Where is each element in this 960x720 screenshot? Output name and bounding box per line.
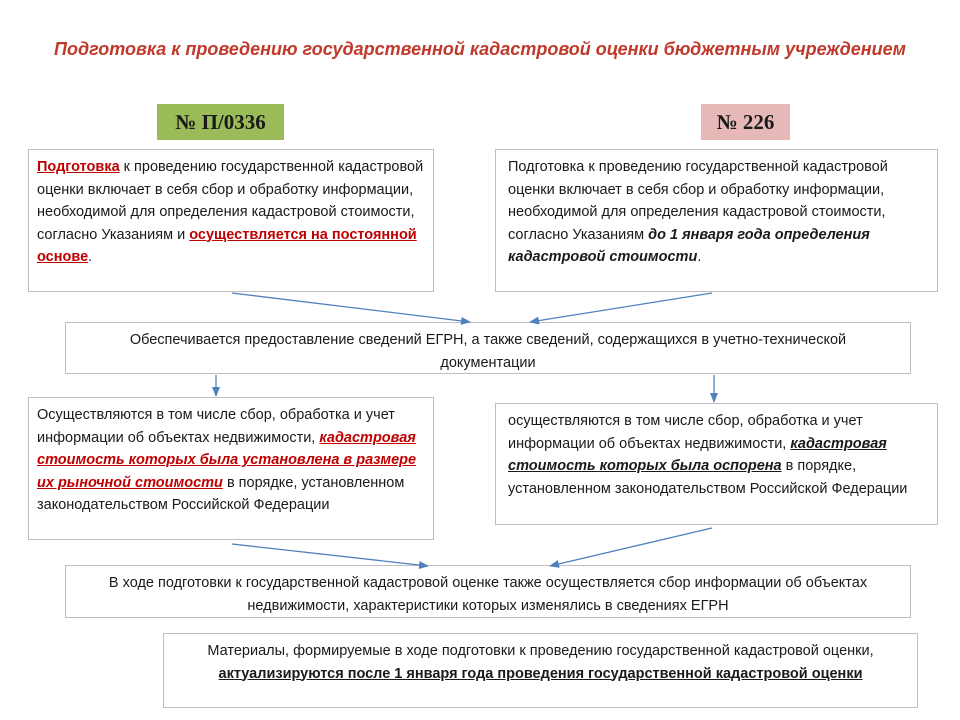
right-box2-text: осуществляются в том числе сбор, обработка и учет информации об объектах недвижимости, — [508, 413, 863, 452]
right-preparation-box — [495, 149, 938, 292]
materials-text: Материалы, формируемые в ходе подготовки к проведению государственной кадастровой оценки, — [207, 643, 874, 659]
page-title: Подготовка к проведению государственной кадастровой оценки бюджетным учреждением — [54, 39, 906, 59]
egrn-info-box — [65, 322, 911, 374]
right-box1-end: . — [697, 249, 702, 265]
right-box2-end: в порядке, установленном законодательством Российской Федерации — [508, 458, 908, 497]
left-box2-end: в порядке, установленном законодательством Российской Федерации — [37, 474, 405, 513]
disputed-value-highlight: кадастровая стоимость которых была оспорена — [508, 435, 887, 474]
left-preparation-box — [28, 149, 434, 292]
right-collection-box — [495, 403, 938, 525]
left-box1-end: . — [88, 249, 93, 265]
document-tag-p0336: № П/0336 — [157, 104, 284, 140]
market-value-highlight: кадастровая стоимость которых была установлена в размере их рыночной стоимости — [37, 429, 417, 491]
preparation-highlight: Подготовка — [37, 159, 120, 175]
arrow-left-to-egrn — [232, 293, 470, 322]
arrow-right-to-egrn — [530, 293, 712, 322]
egrn-changes-text: В ходе подготовки к государственной кадастровой оценке также осуществляется сбор информации об объектах недвижимости, характеристики которых изменялись в сведениях ЕГРН — [108, 575, 868, 614]
materials-box — [163, 633, 918, 708]
left-collection-box — [28, 397, 434, 540]
right-box1-text: Подготовка к проведению государственной кадастровой оценки включает в себя сбор и обработку информации, необходимой для определения кадастровой стоимости, согласно Указаниям — [508, 159, 888, 243]
arrow-right-to-changes — [550, 528, 712, 566]
egrn-info-text: Обеспечивается предоставление сведений ЕГРН, а также сведений, содержащихся в учетно-технической документации — [129, 332, 847, 371]
update-highlight: актуализируются после 1 января года проведения государственной кадастровой оценки — [218, 665, 863, 682]
arrow-left-to-changes — [232, 544, 428, 566]
document-tag-226: № 226 — [701, 104, 790, 140]
egrn-changes-box — [65, 565, 911, 618]
deadline-highlight: до 1 января года определения кадастровой стоимости — [508, 226, 870, 265]
permanent-basis-highlight: осуществляется на постоянной основе — [37, 226, 417, 265]
left-box1-text: к проведению государственной кадастровой оценки включает в себя сбор и обработку информации, необходимой для определения кадастровой стоимости, согласно Указаниям и — [37, 159, 424, 243]
left-box2-text: Осуществляются в том числе сбор, обработка и учет информации об объектах недвижимости, — [37, 407, 395, 446]
